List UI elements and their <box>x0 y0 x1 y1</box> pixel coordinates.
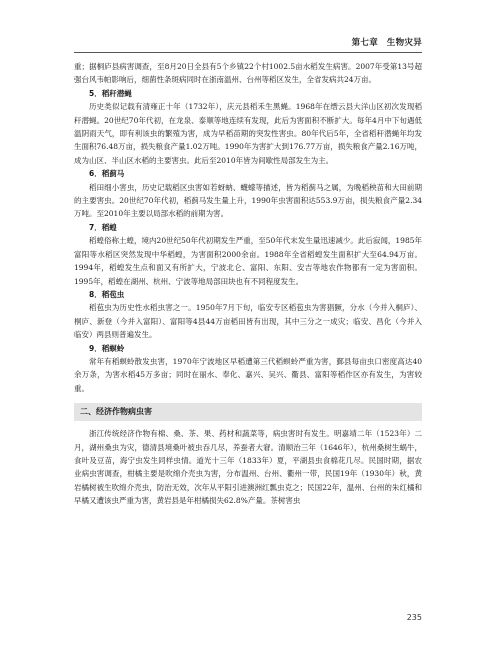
paragraph: 常年有稻螟蛉散发虫害，1970年宁波地区早稻遭第三代稻螟蛉严重为害，鄞县每亩虫口密度高达40余万条，为害水稻45万多亩；同时在丽水、奉化、嘉兴、吴兴、衢县、富阳等稻作区亦有发生，为害较重。 <box>74 356 422 393</box>
paragraph: 稻田细小害虫，历史记载稻区虫害如若蚜蚋、蠛蠓等描述，皆为稻蓟马之属，为晚稻秧苗和大田前期的主要害虫。20世纪70年代初，稻蓟马发生量上升，1990年虫害面积达553.9万亩，损失粮食产量2.34万吨。至2010年主要以局部水稻的前期为害。 <box>74 182 422 219</box>
paragraph: 稻苞虫为历史性水稻虫害之一。1950年7月下旬，临安专区稻苞虫为害猖獗，分水（今并入桐庐）、桐庐、新登（今并入富阳）、富阳等4县44万亩稻田皆有出现，其中三分之一成灾；临安、昌化（今并入临安）两县则普遍发生。 <box>74 303 422 340</box>
body-text <box>74 60 422 508</box>
header-rule <box>74 52 422 53</box>
continued-paragraph: 重；据桐庐县病害调查，至8月20日全县有5个乡镇22个村1002.5亩水稻发生病害。2007年受第13号超强台风韦帕影响后，细菌性条斑病同时在浙南温州、台州等稻区发生，全省发病共24万亩。 <box>74 62 422 85</box>
subheading-rice-stem-fly: 5．稻秆潜蝇 <box>89 88 132 98</box>
paragraph: 稻蝗俗称土蝗，境内20世纪50年代初期发生严重，至50年代末发生量迅速减少。此后寂闻，1985年富阳等水稻区突然发现中华稻蝗，为害面积2000余亩。1988年全省稻蝗发生面积扩大至64.94万亩。1994年，稻蝗发生点和面又有所扩大，宁波北仑、富阳、东阳、安吉等地农作物都有一定为害面积。1995年，稻蝗在湖州、杭州、宁波等地局部田块也有不同程度发生。 <box>74 236 422 286</box>
paragraph: 浙江传统经济作物有棉、桑、茶、果、药材和蔬菜等，病虫害时有发生。明嘉靖二年（1523年）二月，湖州桑虫为灾，德清县境桑叶被虫吞几尽，养蚕者大窘。清顺治三年（1646年），杭州桑树生蜗牛，食叶及豆苗，海宁虫发生同样虫情。道光十三年（1833年）夏，平湖县虫食棉花几尽。民国时期，据农业病虫害调查，柑橘主要是吹绵介壳虫为害，分布温州、台州、衢州一带，民国19年（1930年）秋，黄岩橘树被生吹绵介壳虫，防治无效，次年从平阳引进澳洲红瓢虫克之；民国22年，温州、台州的朱红橘和早橘又遭该虫严重为害，黄岩县是年柑橘损失62.8%产量。茶树害虫 <box>74 429 422 506</box>
subheading-rice-skipper: 8．稻苞虫 <box>89 289 125 299</box>
subheading-rice-thrips: 6．稻蓟马 <box>89 169 125 179</box>
running-header: 第七章 生物灾异 <box>351 38 422 48</box>
section-heading: 二、经济作物病虫害 <box>74 403 422 421</box>
subheading-rice-grasshopper: 7．稻蝗 <box>89 222 117 232</box>
subheading-rice-green-caterpillar: 9．稻螟蛉 <box>89 343 125 353</box>
paragraph: 历史类似记载有清雍正十年（1732年），庆元县稻禾生黑蝇。1968年在缙云县大洋山区初次发现稻秆潜蝇。20世纪70年代初，在龙泉、泰顺等地连续有发现，此后为害面积不断扩大。每年4月中下旬遇低温阴雨天气，即有利该虫的繁殖为害，成为早稻苗期的突发性害虫。80年代后5年，全省稻秆潜蝇年均发生面积76.48万亩，损失粮食产量1.02万吨。1990年为害扩大到176.77万亩，损失粮食产量2.16万吨，成为山区、半山区水稻的主要害虫。此后至2010年皆为间歇性局部发生为主。 <box>74 102 422 165</box>
page-number: 235 <box>406 613 422 622</box>
